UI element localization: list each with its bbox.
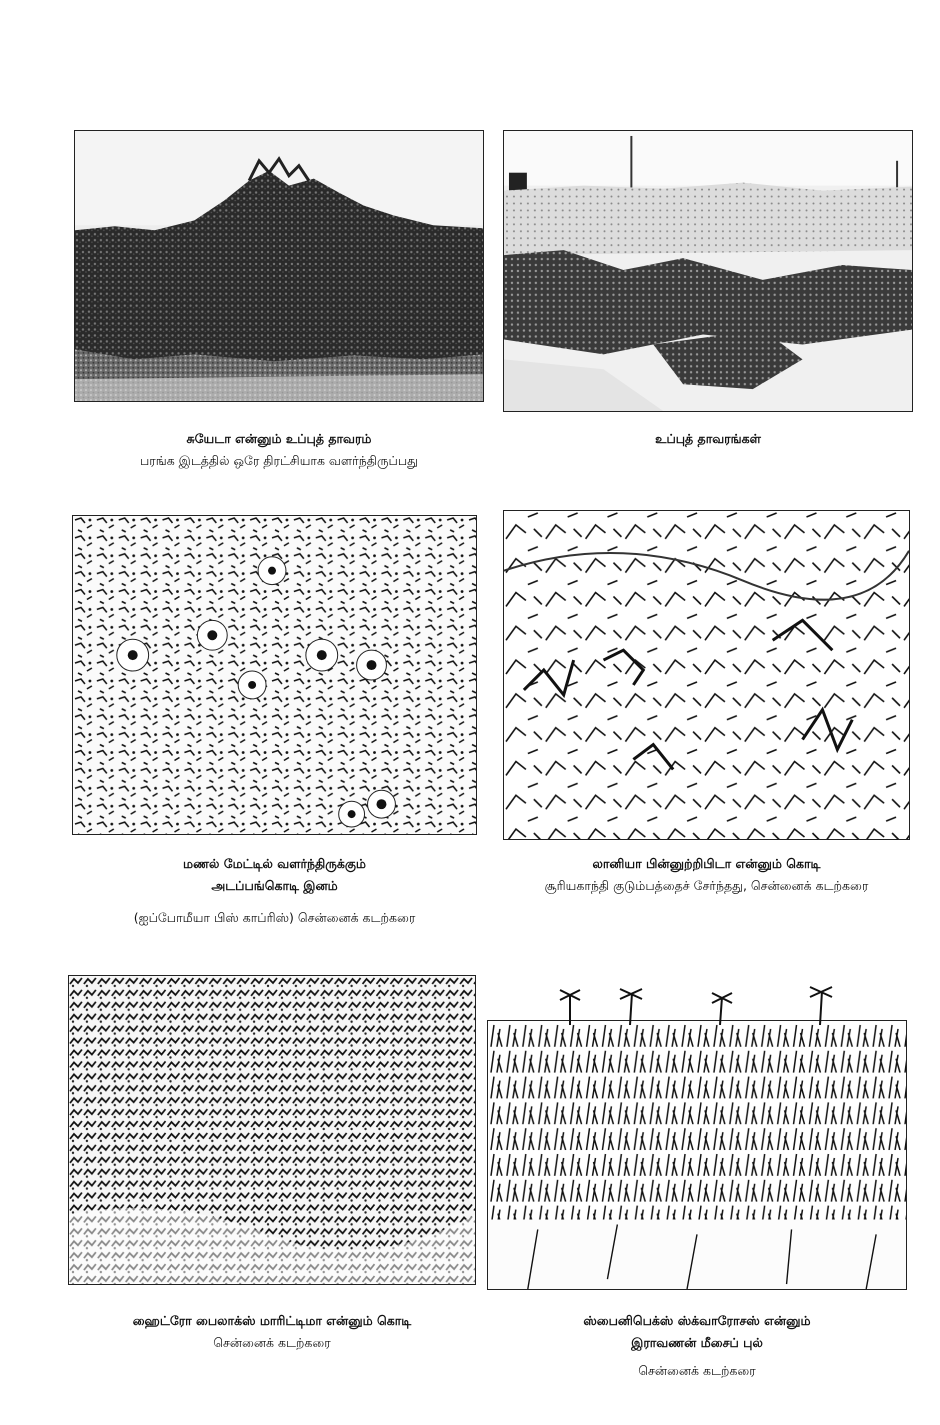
photo-ipomoea-flowers bbox=[72, 515, 477, 835]
caption-salt-plants-line1: உப்புத் தாவரங்கள் bbox=[655, 431, 761, 446]
caption-hydrophylax-line2: சென்னைக் கடற்கரை bbox=[213, 1335, 331, 1350]
caption-ipomoea-line2: அடப்பங்கொடி இனம் bbox=[211, 878, 338, 893]
photo-launaea-creeper bbox=[503, 510, 910, 840]
caption-hydrophylax bbox=[68, 1310, 476, 1354]
photo-spinifex-grass bbox=[487, 1020, 907, 1290]
caption-ipomoea-line1: மணல் மேட்டில் வளர்ந்திருக்கும் bbox=[183, 856, 366, 871]
caption-launaea-line2: சூரியகாந்தி குடும்பத்தைச் சேர்ந்தது, சென்னைக் கடற்கரை bbox=[544, 878, 869, 893]
caption-ipomoea bbox=[72, 853, 477, 929]
caption-suaeda-line2: பரங்க இடத்தில் ஒரே திரட்சியாக வளர்ந்திருப்பது bbox=[139, 453, 418, 468]
caption-salt-plants bbox=[503, 428, 913, 450]
caption-spinifex-line3: சென்னைக் கடற்கரை bbox=[638, 1363, 756, 1378]
photo-salt-plants-dunes bbox=[503, 130, 913, 412]
spinifex-seedheads bbox=[520, 985, 900, 1025]
caption-spinifex bbox=[487, 1310, 907, 1382]
caption-launaea-line1: லானியா பின்னுற்றிபிடா என்னும் கொடி bbox=[592, 856, 821, 871]
photo-suaeda-shrub bbox=[74, 130, 484, 402]
caption-spinifex-line1: ஸ்பைனிபெக்ஸ் ஸ்க்வாரோசஸ் என்னும் bbox=[583, 1313, 811, 1328]
caption-ipomoea-line3: (ஐப்போமீயா பிஸ் காப்ரிஸ்) சென்னைக் கடற்கரை bbox=[133, 910, 416, 925]
caption-hydrophylax-line1: ஹைட்ரோ பைலாக்ஸ் மாரிட்டிமா என்னும் கொடி bbox=[132, 1313, 412, 1328]
caption-spinifex-line2: இராவணன் மீசைப் புல் bbox=[631, 1335, 763, 1350]
caption-suaeda bbox=[74, 428, 484, 472]
photo-hydrophylax-creeper bbox=[68, 975, 476, 1285]
caption-suaeda-line1: சுயேடா என்னும் உப்புத் தாவரம் bbox=[186, 431, 372, 446]
caption-launaea bbox=[503, 853, 910, 897]
